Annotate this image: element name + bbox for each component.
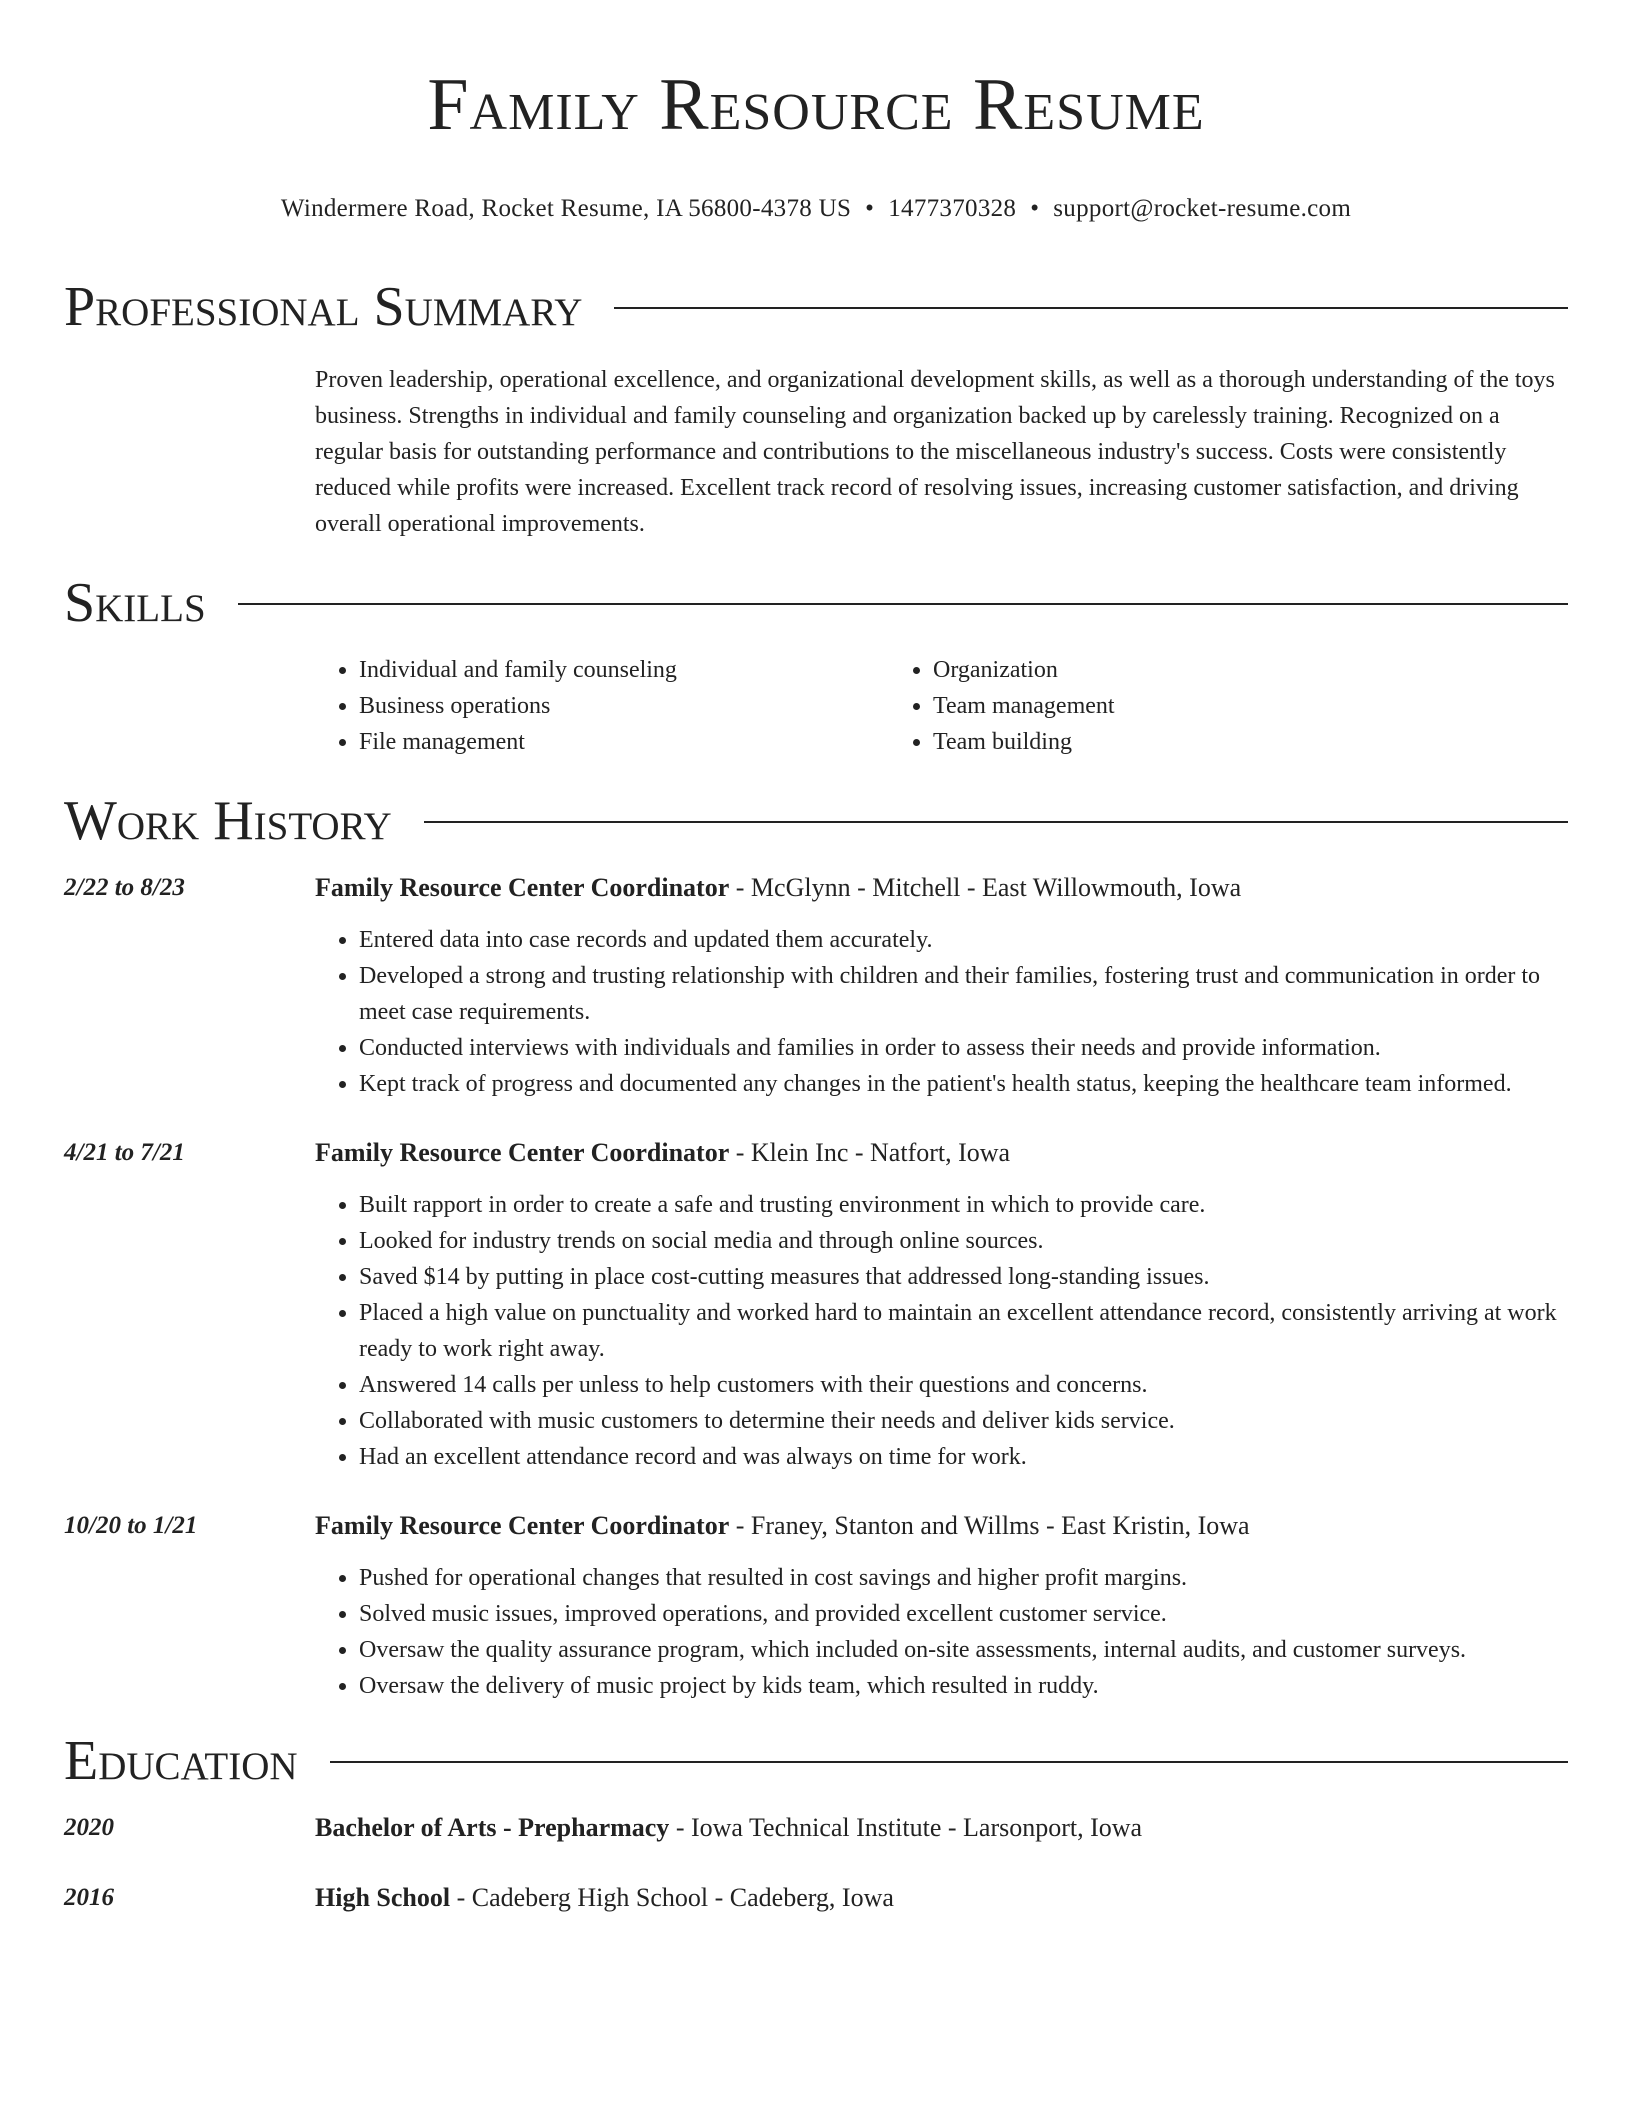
- job-bullets: [315, 1560, 1568, 1704]
- job-bullets: [315, 922, 1568, 1102]
- job-role: Family Resource Center Coordinator: [315, 873, 730, 902]
- contact-address: Windermere Road, Rocket Resume, IA 56800-4378 US: [280, 195, 852, 222]
- job-title-line: [315, 1135, 1568, 1171]
- resume-header: [64, 60, 1568, 224]
- job-bullet: • Placed a high value on punctuality and worked hard to maintain an excellent attendance record, consistently arriving at work ready to work right away.: [359, 1295, 1568, 1367]
- skills-list-left: [315, 652, 889, 760]
- job-bullet: • Collaborated with music customers to determine their needs and deliver kids service.: [359, 1403, 1568, 1439]
- job-bullet: • Oversaw the delivery of music project by kids team, which resulted in ruddy.: [359, 1668, 1568, 1704]
- job-bullet: • Answered 14 calls per unless to help customers with their questions and concerns.: [359, 1367, 1568, 1403]
- job-bullet: • Oversaw the quality assurance program, which included on-site assessments, internal audits, and customer surveys.: [359, 1632, 1568, 1668]
- job-bullet: • Looked for industry trends on social media and through online sources.: [359, 1223, 1568, 1259]
- section-divider: [238, 603, 1568, 605]
- job-entry: [64, 870, 1568, 1102]
- job-entry: [64, 1135, 1568, 1475]
- skills-heading: [64, 568, 1568, 638]
- skill-item: • Individual and family counseling: [359, 652, 889, 688]
- skills-section: [64, 568, 1568, 760]
- education-year: 2016: [64, 1884, 114, 1911]
- job-role: Family Resource Center Coordinator: [315, 1511, 730, 1540]
- education-entry: [64, 1810, 1568, 1846]
- skill-item: • Team management: [933, 688, 1463, 724]
- contact-separator: •: [865, 195, 875, 222]
- skill-item: • Team building: [933, 724, 1463, 760]
- contact-phone: 1477370328: [888, 195, 1017, 222]
- education-school: - Cadeberg High School - Cadeberg, Iowa: [450, 1883, 894, 1912]
- summary-heading: [64, 272, 1568, 342]
- education-section: [64, 1726, 1568, 1916]
- contact-separator: •: [1030, 195, 1040, 222]
- job-bullet: • Had an excellent attendance record and was always on time for work.: [359, 1439, 1568, 1475]
- summary-section: [64, 272, 1568, 542]
- job-dates: 4/21 to 7/21: [64, 1139, 185, 1166]
- skill-item: • File management: [359, 724, 889, 760]
- job-bullet: • Conducted interviews with individuals and families in order to assess their needs and provide information.: [359, 1030, 1568, 1066]
- job-employer: - McGlynn - Mitchell - East Willowmouth, Iowa: [729, 873, 1242, 902]
- resume-name: Family Resource Resume: [427, 64, 1205, 146]
- education-year: 2020: [64, 1814, 114, 1841]
- education-degree: Bachelor of Arts - Prepharmacy: [315, 1813, 670, 1842]
- skill-item: • Business operations: [359, 688, 889, 724]
- job-bullet: • Kept track of progress and documented any changes in the patient's health status, keeping the healthcare team informed.: [359, 1066, 1568, 1102]
- work-history-heading: [64, 786, 1568, 856]
- skills-columns: [315, 652, 1568, 760]
- job-role: Family Resource Center Coordinator: [315, 1138, 730, 1167]
- job-dates: 2/22 to 8/23: [64, 874, 185, 901]
- job-bullet: • Pushed for operational changes that resulted in cost savings and higher profit margins.: [359, 1560, 1568, 1596]
- job-bullet: • Saved $14 by putting in place cost-cutting measures that addressed long-standing issues.: [359, 1259, 1568, 1295]
- education-entry: [64, 1880, 1568, 1916]
- job-body: [315, 1135, 1568, 1475]
- education-heading: [64, 1726, 1568, 1796]
- job-bullet: • Built rapport in order to create a safe and trusting environment in which to provide care.: [359, 1187, 1568, 1223]
- contact-line: [64, 194, 1568, 224]
- job-title-line: [315, 870, 1568, 906]
- job-bullet: • Developed a strong and trusting relationship with children and their families, fostering trust and communication in order to meet case requirements.: [359, 958, 1568, 1030]
- job-body: [315, 870, 1568, 1102]
- education-degree-line: [315, 1880, 894, 1916]
- education-degree-line: [315, 1810, 1142, 1846]
- job-bullets: [315, 1187, 1568, 1475]
- contact-email: support@rocket-resume.com: [1053, 195, 1352, 222]
- job-employer: - Franey, Stanton and Willms - East Kristin, Iowa: [729, 1511, 1250, 1540]
- education-degree: High School: [315, 1883, 451, 1912]
- education-title: Education: [64, 1730, 298, 1792]
- education-school: - Iowa Technical Institute - Larsonport, Iowa: [669, 1813, 1143, 1842]
- job-body: [315, 1508, 1568, 1704]
- work-history-title: Work History: [64, 790, 392, 852]
- job-entry: [64, 1508, 1568, 1704]
- job-dates: 10/20 to 1/21: [64, 1512, 198, 1539]
- job-bullet: • Solved music issues, improved operations, and provided excellent customer service.: [359, 1596, 1568, 1632]
- summary-title: Professional Summary: [64, 276, 583, 338]
- section-divider: [330, 1761, 1568, 1763]
- summary-text: Proven leadership, operational excellence, and organizational development skills, as well as a thorough understanding of the toys business. Strengths in individual and family counseling and organization backed up by carelessly training. Recognized on a regular basis for outstanding performance and contributions to the miscellaneous industry's success. Costs were consistently reduced while profits were increased. Excellent track record of resolving issues, increasing customer satisfaction, and driving overall operational improvements.: [315, 367, 1555, 537]
- skills-title: Skills: [64, 572, 206, 634]
- skill-item: • Organization: [933, 652, 1463, 688]
- section-divider: [424, 821, 1568, 823]
- job-employer: - Klein Inc - Natfort, Iowa: [729, 1138, 1011, 1167]
- job-bullet: • Entered data into case records and updated them accurately.: [359, 922, 1568, 958]
- job-title-line: [315, 1508, 1568, 1544]
- section-divider: [614, 307, 1568, 309]
- skills-list-right: [889, 652, 1463, 760]
- work-history-section: [64, 786, 1568, 1704]
